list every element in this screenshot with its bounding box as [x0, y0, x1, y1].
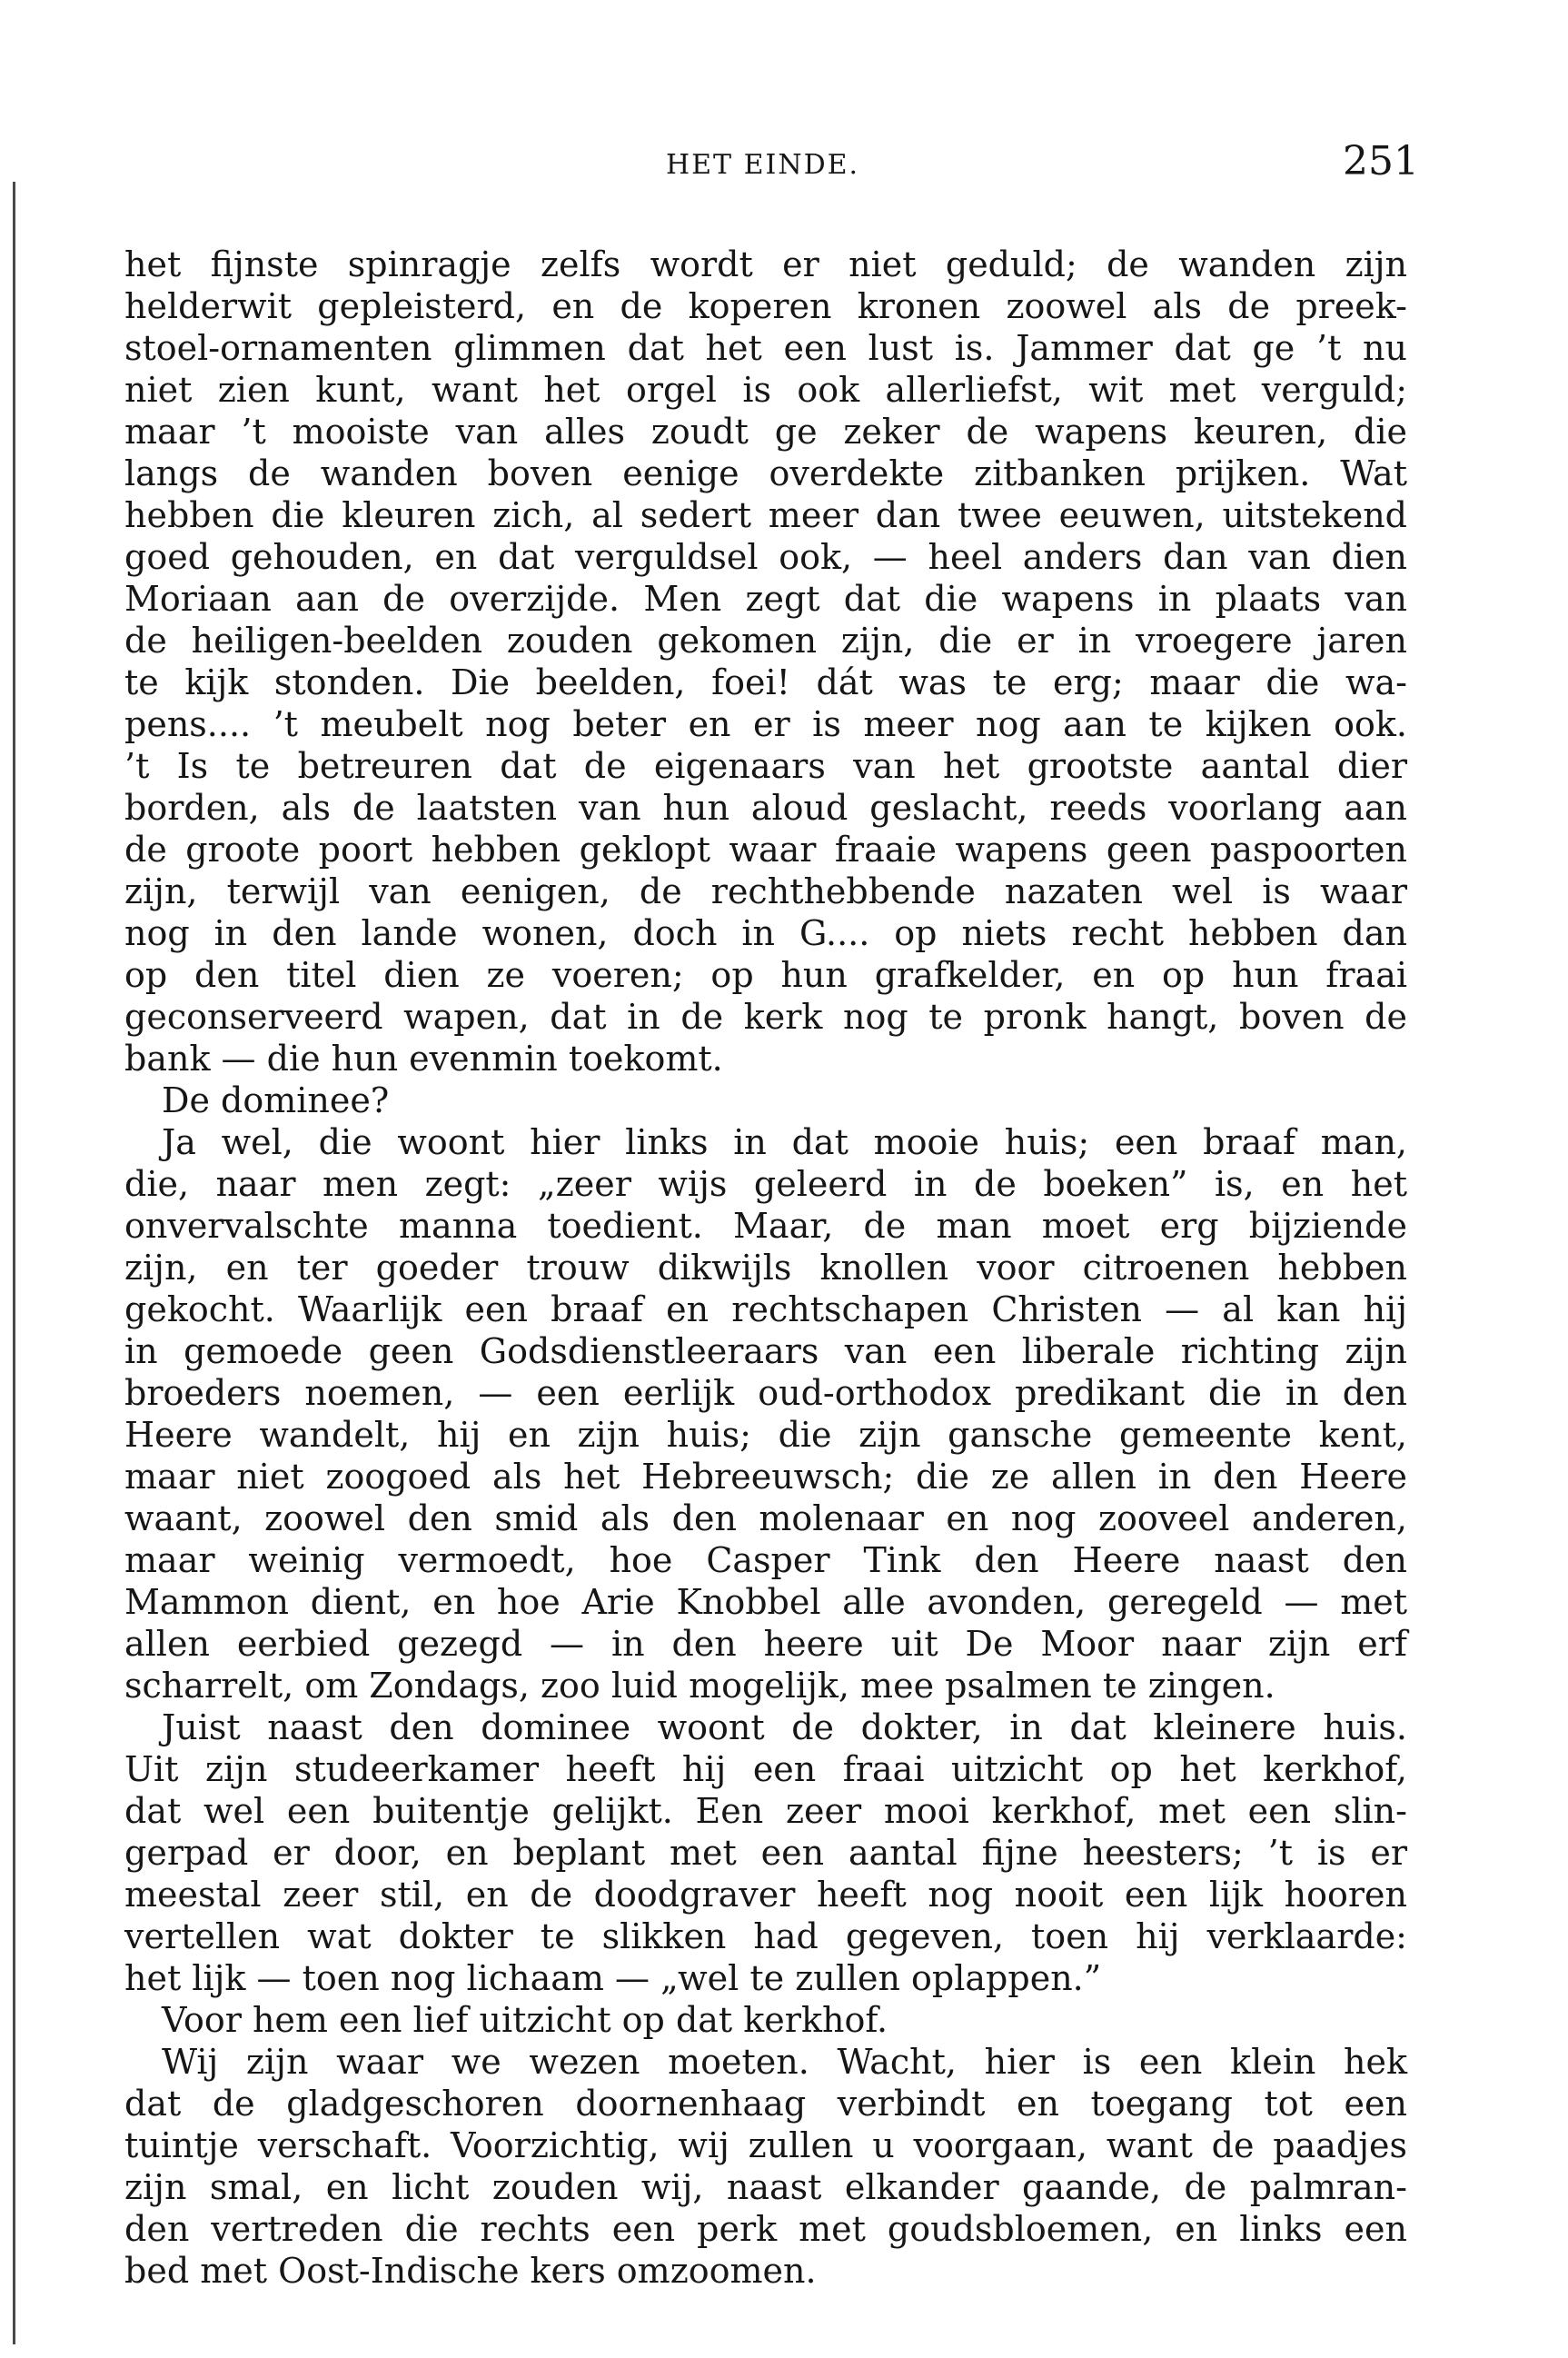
text-line: dat wel een buitentje gelijkt. Een zeer mooi kerkhof, met een slin-	[124, 1791, 1407, 1831]
text-line: vertellen wat dokter te slikken had gegeven, toen hij verklaarde:	[124, 1916, 1407, 1956]
text-line: maar ’t mooiste van alles zoudt ge zeker de wapens keuren, die	[124, 412, 1407, 452]
text-line: helderwit gepleisterd, en de koperen kronen zoowel als de preek-	[124, 286, 1407, 326]
text-line: goed gehouden, en dat verguldsel ook, — heel anders dan van dien	[124, 537, 1407, 577]
text-line: De dominee?	[162, 1080, 390, 1120]
page-number: 251	[1343, 138, 1419, 184]
text-line: te kijk stonden. Die beelden, foei! dát was te erg; maar die wa-	[124, 662, 1407, 702]
text-line: die, naar men zegt: „zeer wijs geleerd in de boeken” is, en het	[124, 1164, 1407, 1204]
text-line: gekocht. Waarlijk een braaf en rechtschapen Christen — al kan hij	[124, 1289, 1407, 1329]
text-line: onvervalschte manna toedient. Maar, de man moet erg bijziende	[124, 1206, 1407, 1246]
text-line: Ja wel, die woont hier links in dat mooie huis; een braaf man,	[162, 1122, 1407, 1162]
text-line: pens.... ’t meubelt nog beter en er is meer nog aan te kijken ook.	[124, 704, 1407, 744]
text-line: zijn smal, en licht zouden wij, naast elkander gaande, de palmran-	[124, 2167, 1407, 2207]
text-line: scharrelt, om Zondags, zoo luid mogelijk, mee psalmen te zingen.	[124, 1666, 1275, 1706]
text-line: het lijk — toen nog lichaam — „wel te zullen oplappen.”	[124, 1958, 1102, 1998]
text-line: stoel-ornamenten glimmen dat het een lust is. Jammer dat ge ’t nu	[124, 328, 1407, 368]
text-line: zijn, en ter goeder trouw dikwijls knollen voor citroenen hebben	[124, 1248, 1407, 1288]
text-line: den vertreden die rechts een perk met goudsbloemen, en links een	[124, 2209, 1407, 2249]
text-line: Voor hem een lief uitzicht op dat kerkhof.	[162, 2000, 888, 2040]
text-line: allen eerbied gezegd — in den heere uit De Moor naar zijn erf	[124, 1624, 1407, 1664]
text-line: bed met Oost-Indische kers omzoomen.	[124, 2251, 817, 2291]
text-line: bank — die hun evenmin toekomt.	[124, 1039, 723, 1079]
text-line: de groote poort hebben geklopt waar fraaie wapens geen paspoorten	[124, 830, 1407, 870]
text-line: tuintje verschaft. Voorzichtig, wij zullen u voorgaan, want de paadjes	[124, 2125, 1407, 2165]
running-head: HET EINDE.	[666, 149, 860, 181]
text-line: maar niet zoogoed als het Hebreeuwsch; die ze allen in den Heere	[124, 1457, 1407, 1497]
text-line: Heere wandelt, hij en zijn huis; die zijn gansche gemeente kent,	[124, 1415, 1407, 1455]
text-line: zijn, terwijl van eenigen, de rechthebbende nazaten wel is waar	[124, 871, 1407, 911]
text-line: op den titel dien ze voeren; op hun grafkelder, en op hun fraai	[124, 955, 1407, 995]
text-line: Moriaan aan de overzijde. Men zegt dat die wapens in plaats van	[124, 579, 1407, 619]
text-line: nog in den lande wonen, doch in G.... op niets recht hebben dan	[124, 913, 1407, 953]
text-line: Mammon dient, en hoe Arie Knobbel alle avonden, geregeld — met	[124, 1582, 1407, 1622]
text-line: broeders noemen, — een eerlijk oud-orthodox predikant die in den	[124, 1373, 1407, 1413]
text-line: meestal zeer stil, en de doodgraver heeft nog nooit een lijk hooren	[124, 1875, 1407, 1915]
text-line: hebben die kleuren zich, al sedert meer dan twee eeuwen, uitstekend	[124, 495, 1407, 535]
text-line: borden, als de laatsten van hun aloud geslacht, reeds voorlang aan	[124, 788, 1407, 828]
text-line: maar weinig vermoedt, hoe Casper Tink den Heere naast den	[124, 1540, 1407, 1580]
text-line: het fijnste spinragje zelfs wordt er niet geduld; de wanden zijn	[124, 244, 1407, 284]
text-line: langs de wanden boven eenige overdekte zitbanken prijken. Wat	[124, 453, 1407, 493]
text-line: niet zien kunt, want het orgel is ook allerliefst, wit met verguld;	[124, 370, 1407, 410]
text-line: waant, zoowel den smid als den molenaar en nog zooveel anderen,	[124, 1498, 1407, 1538]
text-line: in gemoede geen Godsdienstleeraars van een liberale richting zijn	[124, 1331, 1407, 1371]
text-line: Juist naast den dominee woont de dokter, in dat kleinere huis.	[162, 1707, 1407, 1747]
text-line: ’t Is te betreuren dat de eigenaars van het grootste aantal dier	[124, 746, 1407, 786]
text-line: geconserveerd wapen, dat in de kerk nog te pronk hangt, boven de	[124, 997, 1407, 1037]
text-line: dat de gladgeschoren doornenhaag verbindt en toegang tot een	[124, 2084, 1407, 2124]
text-line: Wij zijn waar we wezen moeten. Wacht, hier is een klein hek	[162, 2042, 1407, 2082]
text-line: Uit zijn studeerkamer heeft hij een fraai uitzicht op het kerkhof,	[124, 1749, 1407, 1789]
text-line: de heiligen-beelden zouden gekomen zijn, die er in vroegere jaren	[124, 621, 1407, 661]
text-line: gerpad er door, en beplant met een aantal fijne heesters; ’t is er	[124, 1833, 1407, 1873]
